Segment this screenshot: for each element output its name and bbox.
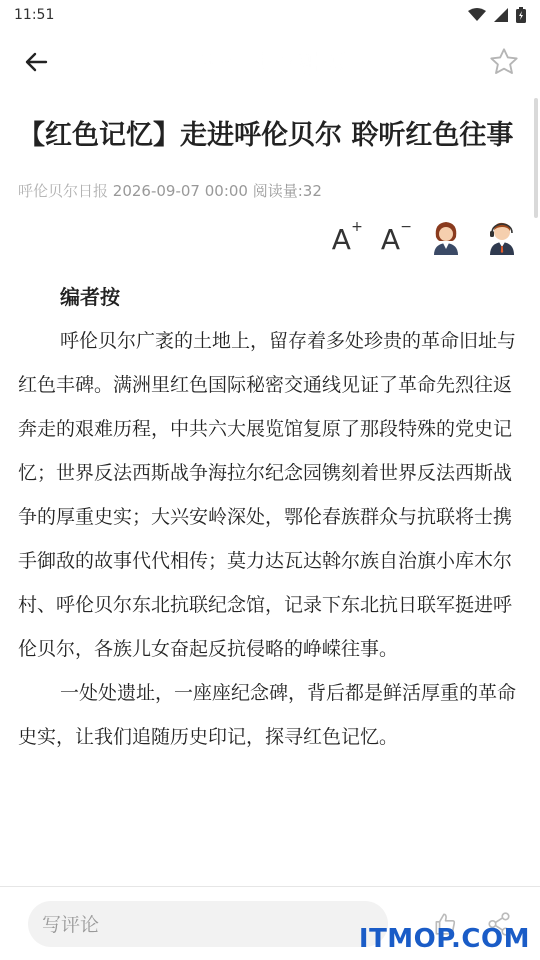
star-icon [488,46,520,78]
comment-input[interactable] [28,901,388,947]
article-paragraph: 一处处遗址，一座座纪念碑，背后都是鲜活厚重的革命史实，让我们追随历史印记，探寻红色记忆。 [18,682,517,748]
article-title: 【红色记忆】走进呼伦贝尔 聆听红色往事 [18,120,514,151]
font-increase-button[interactable] [331,218,363,256]
article-source[interactable]: 呼伦贝尔日报 [18,182,109,200]
signal-icon [494,8,508,22]
arrow-left-icon [24,50,48,74]
app-title: 呼伦贝尔融媒 [191,49,349,80]
status-time: 11:51 [14,7,55,23]
back-button[interactable] [16,42,56,82]
article-read-count: 阅读量:32 [252,182,322,200]
article-paragraph: 呼伦贝尔广袤的土地上，留存着多处珍贵的革命旧址与红色丰碑。满洲里红色国际秘密交通线见证了革命先烈往返奔走的艰难历程，中共六大展览馆复原了那段特殊的党史记忆；世界反法西斯战争海拉尔纪念园镌刻着世界反法西斯战争的厚重史实；大兴安岭深处，鄂伦春族群众与抗联将士携手御敌的故事代代相传；莫力达瓦达斡尔族自治旗小库木尔村、呼伦贝尔东北抗联纪念馆，记录下东北抗日联军挺进呼伦贝尔，各族儿女奋起反抗侵略的峥嵘往事。 [18,330,517,660]
reading-tools [18,219,522,259]
editor-note-heading: 编者按 [60,285,120,309]
article-date: 2026-09-07 00:00 [112,182,248,200]
scrollbar-thumb[interactable] [534,98,538,218]
article [0,94,540,886]
font-decrease-button[interactable] [380,218,412,256]
status-bar [0,0,540,30]
wifi-icon [468,8,486,22]
font-decrease-label: A [380,222,400,256]
app-bar [0,30,540,94]
female-voice-button[interactable] [430,219,462,259]
male-voice-avatar-icon [486,219,518,255]
watermark-logo: ITMOP.COM [358,924,530,954]
favorite-button[interactable] [484,42,524,82]
comment-placeholder: 写评论 [42,914,100,936]
battery-icon [516,7,526,23]
status-icons [468,7,526,23]
female-voice-avatar-icon [430,219,462,255]
article-meta [18,180,522,201]
plus-icon: + [351,218,363,235]
font-increase-label: A [331,222,351,256]
male-voice-button[interactable] [486,219,518,259]
minus-icon: − [400,218,412,235]
article-body [18,275,522,759]
